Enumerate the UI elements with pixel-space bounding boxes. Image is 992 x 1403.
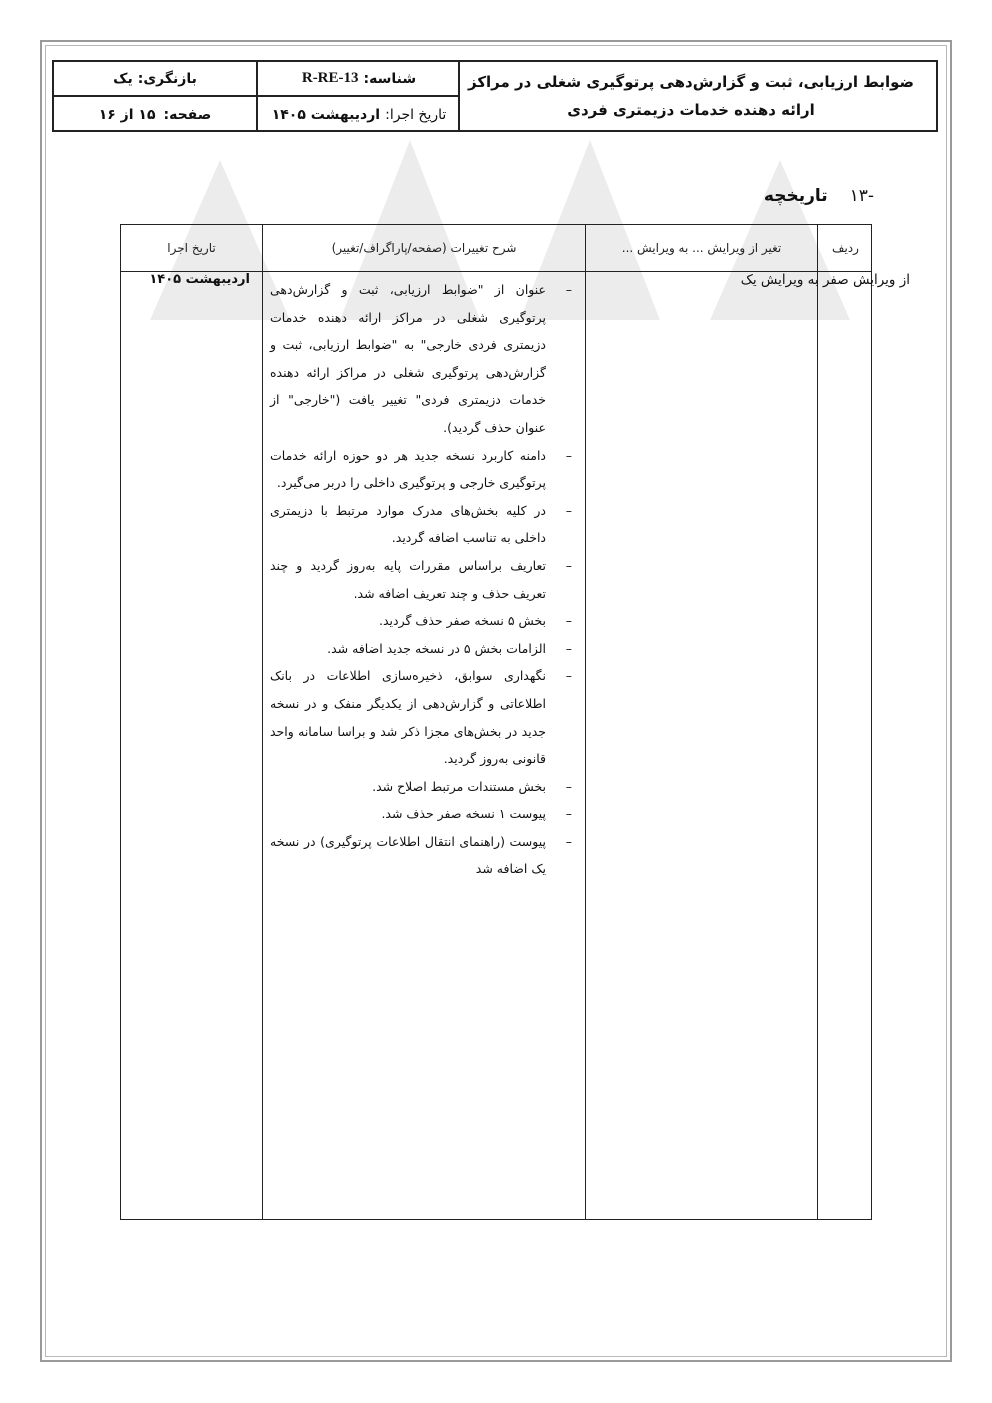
changes-list xyxy=(270,276,580,883)
doc-page xyxy=(54,97,256,132)
doc-id-label: شناسه: xyxy=(363,70,417,87)
doc-page-label: صفحه: xyxy=(163,106,212,123)
list-item: – نگهداری سوابق، ذخیره‌سازی اطلاعات در بانک اطلاعاتی و گزارش‌دهی از یکدیگر منفک و در نسخه جدید در بخش‌های مجزا ذکر شد و براسا سامانه واحد قانونی به‌روز گردید. xyxy=(270,662,580,772)
dash-bullet: – xyxy=(565,613,572,629)
dash-bullet: – xyxy=(565,668,572,684)
list-item: – در کلیه بخش‌های مدرک موارد مرتبط با دزیمتری داخلی به تناسب اضافه گردید. xyxy=(270,497,580,552)
doc-revision-label: بازنگری: xyxy=(137,70,197,87)
doc-date-value: اردیبهشت ۱۴۰۵ xyxy=(271,106,381,123)
section-heading xyxy=(764,186,874,206)
document-title-line1: ضوابط ارزیابی، ثبت و گزارش‌دهی پرتوگیری شغلی در مراکز xyxy=(467,73,915,91)
header-row-number: ردیف xyxy=(832,241,859,255)
list-item: – عنوان از "ضوابط ارزیابی، ثبت و گزارش‌دهی پرتوگیری شغلی در مراکز ارائه دهنده خدمات دزیمتری فردی خارجی" به "ضوابط ارزیابی، ثبت و گزارش‌دهی پرتوگیری شغلی در مراکز ارائه دهنده خدمات دزیمتری فردی" تغییر یافت ("خارجی" از عنوان حذف گردید). xyxy=(270,276,580,442)
doc-page-value: ۱۵ از ۱۶ xyxy=(98,106,156,123)
dash-bullet: – xyxy=(565,282,572,297)
document-title xyxy=(456,62,936,130)
document-header xyxy=(52,60,938,132)
doc-date xyxy=(260,97,458,132)
dash-bullet: – xyxy=(565,447,572,463)
header-date: تاریخ اجرا xyxy=(167,241,216,255)
revision-cell: از ویرایش صفر به ویرایش یک xyxy=(740,272,910,288)
dash-bullet: – xyxy=(565,833,572,849)
document-title-line2: ارائه دهنده خدمات دزیمتری فردی xyxy=(567,101,815,119)
header-revision: تغیر از ویرایش ... به ویرایش ... xyxy=(621,241,782,255)
dash-bullet: – xyxy=(565,806,572,822)
list-item: – بخش ۵ نسخه صفر حذف گردید. xyxy=(270,607,580,635)
dash-bullet: – xyxy=(565,640,572,656)
header-changes: شرح تغییرات (صفحه/پاراگراف/تغییر) xyxy=(331,241,517,255)
dash-bullet: – xyxy=(565,502,572,518)
doc-id-value: R-RE-13 xyxy=(301,70,359,86)
doc-revision-value: یک xyxy=(113,70,133,87)
doc-date-label: تاریخ اجرا: xyxy=(385,106,447,123)
list-item: – پیوست ۱ نسخه صفر حذف شد. xyxy=(270,800,580,828)
list-item: – پیوست (راهنمای انتقال اطلاعات پرتوگیری) در نسخه یک اضافه شد xyxy=(270,828,580,883)
doc-revision xyxy=(54,62,256,95)
list-item: – تعاریف براساس مقررات پایه به‌روز گردید و چند تعریف حذف و چند تعریف اضافه شد. xyxy=(270,552,580,607)
section-title: تاریخچه xyxy=(763,186,828,206)
dash-bullet: – xyxy=(565,557,572,573)
doc-id xyxy=(260,62,458,95)
section-number: -۱۳ xyxy=(849,186,874,206)
list-item: – دامنه کاربرد نسخه جدید هر دو حوزه ارائه خدمات پرتوگیری خارجی و پرتوگیری داخلی را دربر می‌گیرد. xyxy=(270,442,580,497)
list-item: – بخش مستندات مرتبط اصلاح شد. xyxy=(270,773,580,801)
date-cell: اردیبهشت ۱۴۰۵ xyxy=(149,272,250,287)
list-item: – الزامات بخش ۵ در نسخه جدید اضافه شد. xyxy=(270,635,580,663)
dash-bullet: – xyxy=(565,778,572,794)
